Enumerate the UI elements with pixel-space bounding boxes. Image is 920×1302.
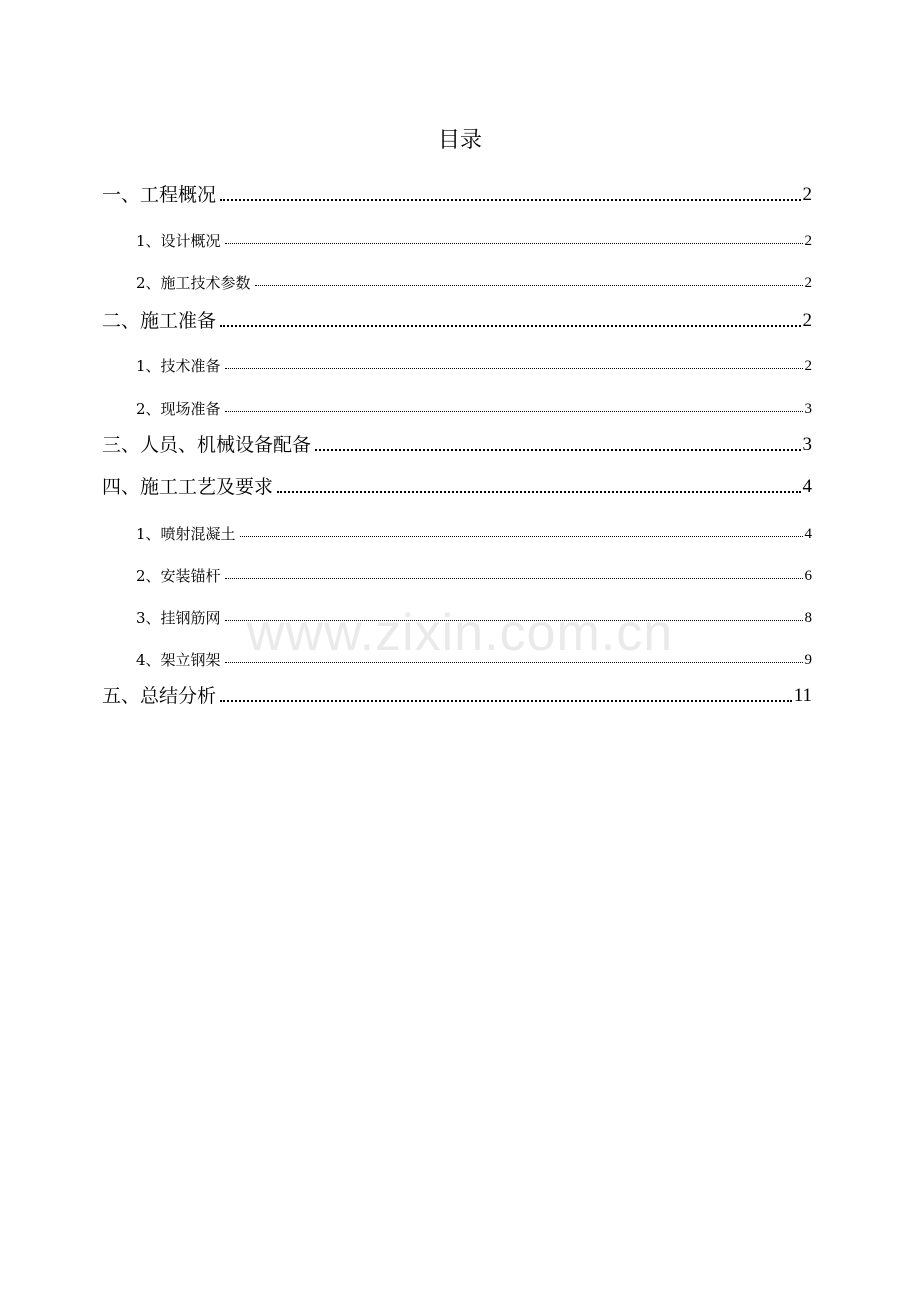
toc-page-number: 3 (804, 400, 812, 417)
toc-page-number: 2 (802, 184, 812, 206)
toc-page-number: 4 (802, 476, 812, 498)
toc-subsection-entry[interactable] (136, 514, 812, 542)
toc-dot-leader (225, 662, 803, 663)
toc-entry-label: 二、施工准备 (102, 310, 217, 333)
toc-entry-label: 2、施工技术参数 (136, 273, 251, 292)
toc-entry-label: 3、挂钢筋网 (136, 608, 221, 627)
toc-dot-leader (240, 536, 803, 537)
toc-page-number: 8 (804, 609, 812, 626)
toc-entry-label: 五、总结分析 (102, 685, 217, 708)
toc-dot-leader (220, 325, 800, 327)
toc-subsection-entry[interactable] (136, 221, 812, 249)
toc-dot-leader (225, 620, 803, 621)
toc-dot-leader (225, 578, 803, 579)
toc-page-number: 2 (804, 357, 812, 374)
toc-subsection-entry[interactable] (136, 556, 812, 584)
toc-subsection-entry[interactable] (136, 598, 812, 626)
toc-page-number: 11 (793, 685, 812, 707)
toc-dot-leader (277, 491, 800, 493)
toc-page-number: 2 (804, 274, 812, 291)
toc-dot-leader (255, 285, 803, 286)
toc-entry-label: 1、设计概况 (136, 231, 221, 250)
toc-entry-label: 1、技术准备 (136, 356, 221, 375)
toc-subsection-entry[interactable] (136, 346, 812, 374)
toc-section-entry[interactable] (102, 428, 812, 456)
toc-section-entry[interactable] (102, 178, 812, 206)
toc-entry-label: 2、现场准备 (136, 399, 221, 418)
toc-dot-leader (225, 368, 803, 369)
toc-section-entry[interactable] (102, 679, 812, 707)
toc-page-number: 4 (804, 525, 812, 542)
toc-page-number: 9 (804, 651, 812, 668)
toc-entry-label: 1、喷射混凝土 (136, 524, 236, 543)
toc-entry-label: 三、人员、机械设备配备 (102, 434, 312, 457)
toc-subsection-entry[interactable] (136, 640, 812, 668)
toc-title: 目录 (437, 128, 482, 153)
toc-entry-label: 四、施工工艺及要求 (102, 476, 274, 499)
toc-dot-leader (225, 243, 803, 244)
watermark: www.zixin.com.cn (246, 604, 674, 662)
toc-section-entry[interactable] (102, 304, 812, 332)
toc-subsection-entry[interactable] (136, 389, 812, 417)
toc-page-number: 2 (802, 310, 812, 332)
toc-dot-leader (315, 449, 800, 451)
toc-entry-label: 一、工程概况 (102, 184, 217, 207)
toc-subsection-entry[interactable] (136, 263, 812, 291)
toc-page-number: 6 (804, 567, 812, 584)
toc-dot-leader (220, 199, 800, 201)
toc-page-number: 2 (804, 232, 812, 249)
toc-section-entry[interactable] (102, 470, 812, 498)
toc-page-number: 3 (802, 434, 812, 456)
toc-dot-leader (220, 700, 792, 702)
toc-entry-label: 4、架立钢架 (136, 650, 221, 669)
toc-entry-label: 2、安装锚杆 (136, 566, 221, 585)
toc-dot-leader (225, 411, 803, 412)
